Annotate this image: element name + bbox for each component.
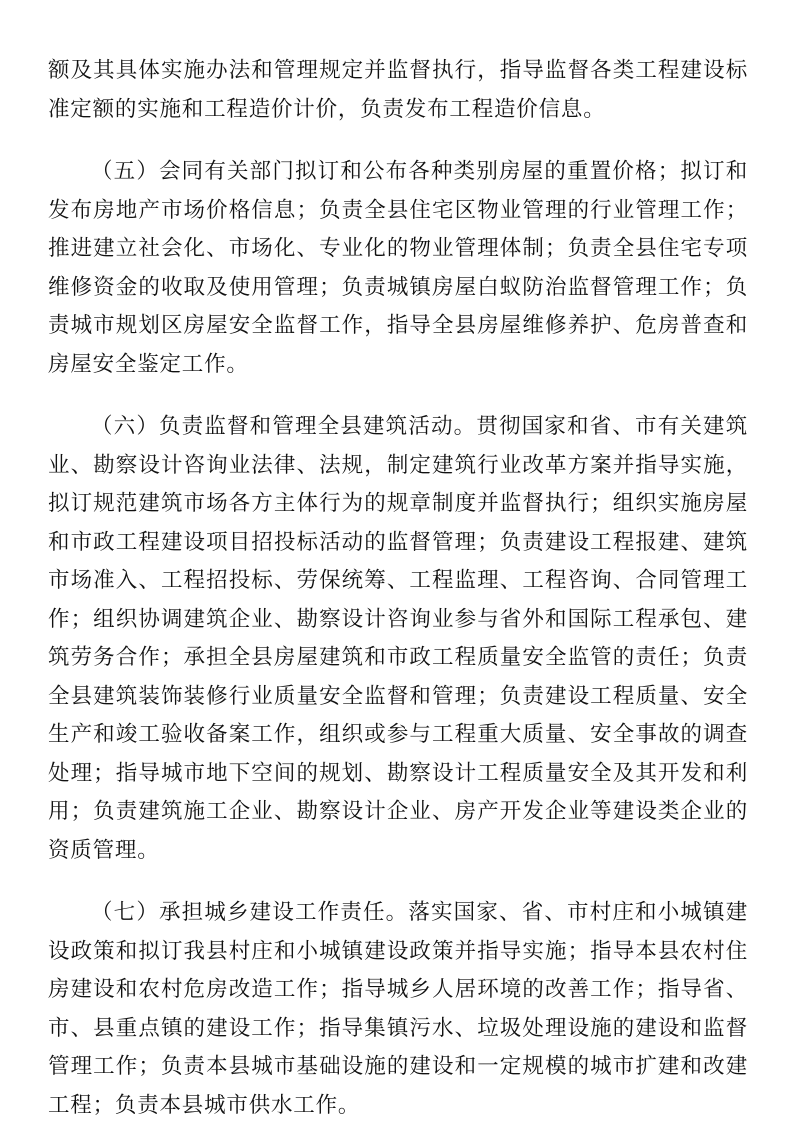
- paragraph-item-5: （五）会同有关部门拟订和公布各种类别房屋的重置价格；拟订和发布房地产市场价格信息；负责全县住宅区物业管理的行业管理工作；推进建立社会化、市场化、专业化的物业管理体制；负责全县住宅专项维修资金的收取及使用管理；负责城镇房屋白蚁防治监督管理工作；负责城市规划区房屋安全监督工作，指导全县房屋维修养护、危房普查和房屋安全鉴定工作。: [48, 159, 748, 377]
- document-page: [48, 52, 748, 1125]
- paragraph-continuation: 额及其具体实施办法和管理规定并监督执行，指导监督各类工程建设标准定额的实施和工程造价计价，负责发布工程造价信息。: [48, 58, 748, 122]
- paragraph-item-7: （七）承担城乡建设工作责任。落实国家、省、市村庄和小城镇建设政策和拟订我县村庄和小城镇建设政策并指导实施；指导本县农村住房建设和农村危房改造工作；指导城乡人居环境的改善工作；指导省、市、县重点镇的建设工作；指导集镇污水、垃圾处理设施的建设和监督管理工作；负责本县城市基础设施的建设和一定规模的城市扩建和改建工程；负责本县城市供水工作。: [48, 900, 748, 1118]
- paragraph-item-6: （六）负责监督和管理全县建筑活动。贯彻国家和省、市有关建筑业、勘察设计咨询业法律、法规，制定建筑行业改革方案并指导实施，拟订规范建筑市场各方主体行为的规章制度并监督执行；组织实施房屋和市政工程建设项目招投标活动的监督管理；负责建设工程报建、建筑市场准入、工程招投标、劳保统筹、工程监理、工程咨询、合同管理工作；组织协调建筑企业、勘察设计咨询业参与省外和国际工程承包、建筑劳务合作；承担全县房屋建筑和市政工程质量安全监管的责任；负责全县建筑装饰装修行业质量安全监督和管理；负责建设工程质量、安全生产和竣工验收备案工作，组织或参与工程重大质量、安全事故的调查处理；指导城市地下空间的规划、勘察设计工程质量安全及其开发和利用；负责建筑施工企业、勘察设计企业、房产开发企业等建设类企业的资质管理。: [48, 414, 748, 863]
